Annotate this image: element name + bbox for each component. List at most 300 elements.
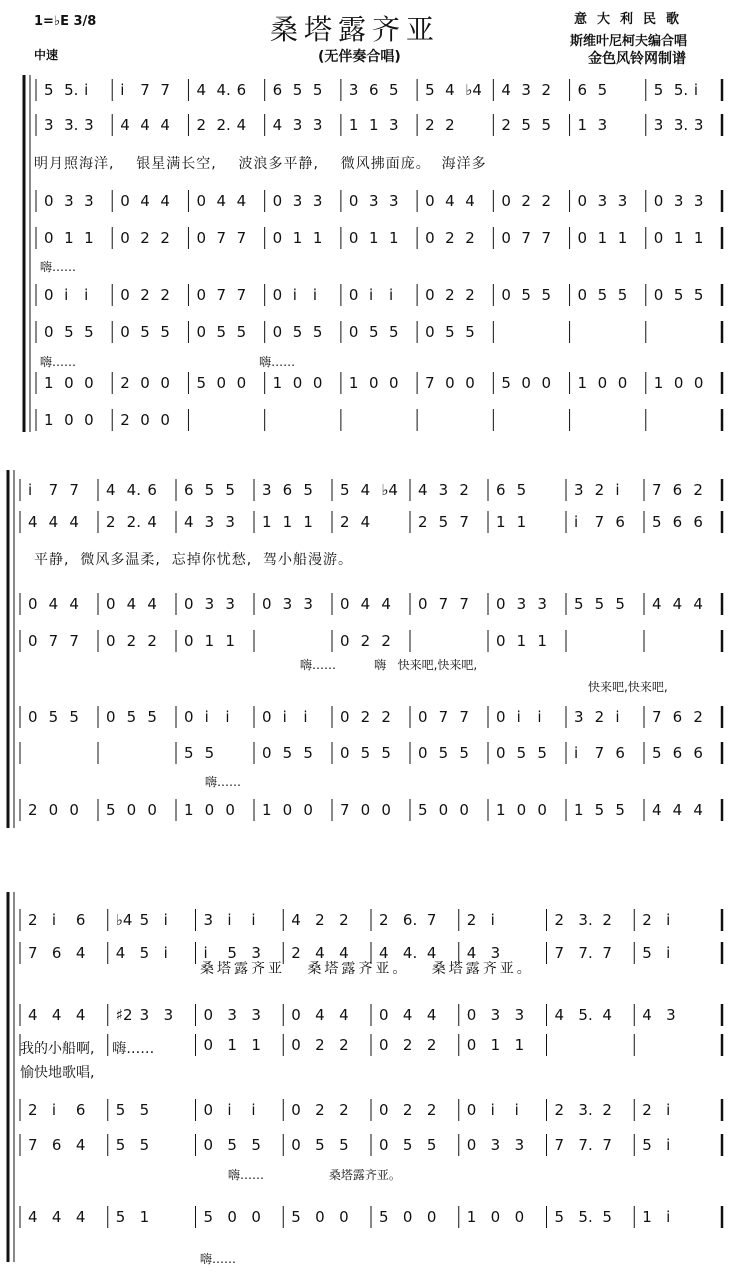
note: 6 <box>51 1136 62 1154</box>
note: 0 <box>379 1136 389 1154</box>
note: i <box>666 1208 671 1226</box>
note: 4 <box>602 1006 612 1024</box>
note: 4 <box>75 1136 86 1154</box>
note: 2 <box>379 911 389 929</box>
note: 4 <box>465 192 475 210</box>
note: 0 <box>225 801 235 819</box>
note: 7 <box>652 708 662 726</box>
note: 5 <box>339 1136 349 1154</box>
note: 5 <box>615 801 625 819</box>
note: 3 <box>693 192 704 210</box>
note: 0 <box>360 801 371 819</box>
note: 4 <box>426 944 437 962</box>
note: 3 <box>574 481 584 499</box>
note: i <box>51 911 57 929</box>
note: 3 <box>537 595 547 613</box>
note: 1 <box>312 229 323 247</box>
song-title: 桑塔露齐亚 <box>270 13 441 46</box>
note: 0 <box>84 374 94 392</box>
note: 0 <box>577 286 588 304</box>
note: 7 <box>459 513 469 531</box>
note: 2 <box>501 116 511 134</box>
note: 5 <box>251 1136 261 1154</box>
note: 5 <box>554 1208 565 1226</box>
note: 1 <box>574 801 584 819</box>
note: 0 <box>262 595 272 613</box>
note: 6 <box>51 944 62 962</box>
note: 0 <box>496 744 506 762</box>
note: 0 <box>459 801 469 819</box>
note: 1 <box>653 374 664 392</box>
note: 5 <box>379 1208 389 1226</box>
note: i <box>574 744 579 762</box>
note: 5 <box>292 81 303 99</box>
note: 2 <box>594 481 605 499</box>
note: i <box>225 708 230 726</box>
note: 3 <box>251 944 261 962</box>
note: 0 <box>291 1101 301 1119</box>
note: i <box>615 481 620 499</box>
note: 4. <box>126 481 141 499</box>
lyric-line-s3-alto-a: 我的小船啊, 嗨…… <box>20 1041 155 1057</box>
note: 3 <box>312 116 323 134</box>
note: 6 <box>184 481 194 499</box>
note: 4 <box>466 944 477 962</box>
note: 3 <box>163 1006 174 1024</box>
note: 2 <box>120 374 130 392</box>
note: 5 <box>227 1136 237 1154</box>
note: 1 <box>139 1208 150 1226</box>
note: 3 <box>251 1006 261 1024</box>
note: 2 <box>28 911 38 929</box>
note: 0 <box>597 374 608 392</box>
note: 0 <box>340 708 350 726</box>
note: 5 <box>184 744 194 762</box>
note: 0 <box>312 374 323 392</box>
note: 6 <box>496 481 506 499</box>
note: 3. <box>578 1101 593 1119</box>
note: 0 <box>445 374 455 392</box>
note: 2 <box>402 1101 413 1119</box>
note: 1 <box>184 801 194 819</box>
note: 1 <box>348 374 359 392</box>
note: 0 <box>368 374 379 392</box>
note: 3 <box>490 944 501 962</box>
note: 2 <box>106 513 116 531</box>
note: 7 <box>594 513 605 531</box>
note: 5. <box>578 1006 593 1024</box>
note: 7 <box>69 632 79 650</box>
note: 0 <box>577 192 588 210</box>
note: 3 <box>389 116 399 134</box>
note: 1 <box>227 1036 237 1054</box>
note: 5. <box>64 81 79 99</box>
note: 0 <box>227 1208 237 1226</box>
note: 2 <box>140 229 150 247</box>
note: 0 <box>203 1036 214 1054</box>
note: i <box>203 944 208 962</box>
song-subtitle: (无伴奏合唱) <box>318 49 401 65</box>
note: i <box>282 708 287 726</box>
note: 5 <box>64 323 74 341</box>
note: 0 <box>425 286 435 304</box>
note: ♭4 <box>381 481 398 499</box>
credit-origin: 意大利民歌 <box>574 12 690 27</box>
note: 1 <box>272 374 283 392</box>
note: 3 <box>514 1136 525 1154</box>
note: 3 <box>597 192 608 210</box>
note: 3. <box>578 911 593 929</box>
lyric-line-s1-tenor: 嗨…… 嗨…… <box>40 355 296 369</box>
note: 4 <box>445 192 455 210</box>
note: 5 <box>160 323 170 341</box>
note: i <box>120 81 125 99</box>
note: 3 <box>438 481 449 499</box>
note: 4 <box>501 81 511 99</box>
credit-source: 金色风铃网制谱 <box>588 51 686 67</box>
note: 4 <box>160 116 170 134</box>
note: 3 <box>490 1136 501 1154</box>
note: 0 <box>184 595 194 613</box>
note: 1 <box>577 374 588 392</box>
note: 0 <box>537 801 547 819</box>
note: 5 <box>204 481 215 499</box>
note: 5 <box>521 116 531 134</box>
note: 2 <box>425 116 435 134</box>
note: i <box>204 708 209 726</box>
note: 5 <box>389 81 399 99</box>
note: 3 <box>203 911 214 929</box>
note: 2 <box>541 192 552 210</box>
note: i <box>227 1101 232 1119</box>
note: 0 <box>340 595 350 613</box>
note: 3 <box>348 81 359 99</box>
note: 5 <box>216 323 227 341</box>
note: 0 <box>653 229 664 247</box>
note: 0 <box>315 1208 325 1226</box>
note: 5 <box>315 1136 325 1154</box>
note: 7 <box>425 374 435 392</box>
note: 5 <box>48 708 59 726</box>
note: 5 <box>303 744 313 762</box>
note: 0 <box>291 1036 301 1054</box>
note: 1 <box>617 229 628 247</box>
note: 2 <box>140 286 150 304</box>
note: 0 <box>425 323 435 341</box>
note: 1 <box>282 513 293 531</box>
note: 3 <box>516 595 527 613</box>
note: 6 <box>147 481 157 499</box>
note: 0 <box>282 801 293 819</box>
note: 0 <box>501 286 511 304</box>
note: 0 <box>160 374 170 392</box>
note: 2 <box>426 1101 437 1119</box>
note: 0 <box>106 632 116 650</box>
note: 2 <box>445 116 455 134</box>
note: 0 <box>126 801 137 819</box>
note: 5 <box>418 801 428 819</box>
note: 4 <box>236 116 247 134</box>
note: 0 <box>348 286 359 304</box>
note: 2 <box>126 632 137 650</box>
note: 5 <box>84 323 94 341</box>
note: 4 <box>315 1006 325 1024</box>
note: 2 <box>642 911 652 929</box>
note: 0 <box>292 374 303 392</box>
note: 5 <box>438 744 449 762</box>
note: 4 <box>28 513 38 531</box>
note: 0 <box>617 374 628 392</box>
note: 3 <box>84 192 94 210</box>
note: 0 <box>418 708 428 726</box>
note: 1 <box>44 411 54 429</box>
note: 5 <box>340 481 350 499</box>
note: 3 <box>64 192 74 210</box>
note: 3 <box>282 595 293 613</box>
note: 1 <box>673 229 684 247</box>
note: i <box>490 911 495 929</box>
note: 2 <box>339 911 349 929</box>
lyric-line-s2-alto-a: 嗨…… 嗨 快来吧,快来吧, <box>300 658 478 672</box>
note: 5 <box>693 286 704 304</box>
note: 7 <box>438 595 449 613</box>
note: 4 <box>272 116 283 134</box>
note: 0 <box>236 374 247 392</box>
note: 6 <box>75 1101 86 1119</box>
note: i <box>574 513 579 531</box>
note: 7 <box>438 708 449 726</box>
note: ♯2 <box>115 1006 133 1024</box>
note: 2 <box>465 286 475 304</box>
note: 4 <box>381 595 391 613</box>
note: 0 <box>521 374 531 392</box>
note: 0 <box>262 708 272 726</box>
note: 3 <box>204 513 215 531</box>
note: 7 <box>602 1136 612 1154</box>
note: 5 <box>541 286 552 304</box>
note: i <box>666 1101 671 1119</box>
note: 4 <box>672 595 683 613</box>
note: 1 <box>225 632 235 650</box>
note: 3. <box>64 116 79 134</box>
note: 4 <box>291 911 301 929</box>
note: 5 <box>615 595 625 613</box>
note: 4 <box>652 595 662 613</box>
note: 0 <box>84 411 94 429</box>
note: 5 <box>642 1136 652 1154</box>
note: 5 <box>594 801 605 819</box>
note: 0 <box>653 286 664 304</box>
note: 1 <box>204 632 215 650</box>
note: 4 <box>126 595 137 613</box>
note: 6 <box>672 744 683 762</box>
note: 5 <box>312 323 323 341</box>
note: i <box>666 944 671 962</box>
note: 1 <box>496 513 506 531</box>
note: 3 <box>653 116 664 134</box>
note: 0 <box>44 323 54 341</box>
note: 4 <box>693 595 703 613</box>
note: 1 <box>516 513 527 531</box>
note: 0 <box>196 286 206 304</box>
note: i <box>693 81 699 99</box>
note: 3 <box>303 595 313 613</box>
note: 0 <box>425 229 435 247</box>
note: 5 <box>360 744 371 762</box>
note: 2 <box>315 911 325 929</box>
note: 4 <box>48 513 59 531</box>
note: 0 <box>339 1208 349 1226</box>
note: 0 <box>541 374 552 392</box>
note: 0 <box>64 374 74 392</box>
note: 1 <box>348 116 359 134</box>
note: 0 <box>120 192 130 210</box>
note: 4 <box>642 1006 652 1024</box>
note: 6 <box>693 513 703 531</box>
note: 4 <box>28 1208 38 1226</box>
note: 5 <box>617 286 628 304</box>
note: 0 <box>490 1208 501 1226</box>
note: 0 <box>120 323 130 341</box>
note: 0 <box>44 192 54 210</box>
note: 1 <box>466 1208 477 1226</box>
note: 4 <box>426 1006 437 1024</box>
note: 2 <box>459 481 469 499</box>
note: 7 <box>216 286 227 304</box>
note: 3 <box>666 1006 676 1024</box>
note: 0 <box>379 1101 389 1119</box>
note: 5 <box>106 801 116 819</box>
note: 5 <box>292 323 303 341</box>
note: 2. <box>126 513 141 531</box>
note: 0 <box>673 374 684 392</box>
lyric-line-s3-tenor: 嗨…… 桑塔露齐亚。 <box>228 1168 401 1182</box>
note: 5. <box>673 81 689 99</box>
note: 1 <box>490 1036 501 1054</box>
note: i <box>84 81 89 99</box>
note: 0 <box>381 801 391 819</box>
note: 1 <box>577 116 588 134</box>
note: 3 <box>389 192 399 210</box>
note: 6 <box>236 81 247 99</box>
note: 6 <box>272 81 283 99</box>
note: 4 <box>339 1006 349 1024</box>
note: 6 <box>282 481 293 499</box>
note: 6 <box>368 81 379 99</box>
note: 0 <box>262 744 272 762</box>
note: 1 <box>262 513 272 531</box>
note: 2 <box>28 1101 38 1119</box>
note: 0 <box>28 595 38 613</box>
note: 0 <box>438 801 449 819</box>
note: 7 <box>541 229 552 247</box>
note: 0 <box>348 229 359 247</box>
note: 7 <box>28 944 38 962</box>
note: 0 <box>496 632 506 650</box>
note: 2 <box>315 1101 325 1119</box>
note: 5 <box>425 81 435 99</box>
note: 0 <box>340 744 350 762</box>
note: 4 <box>402 1006 413 1024</box>
note: 7 <box>160 81 170 99</box>
lyric-line-s2-alto-b: 快来吧,快来吧, <box>588 680 668 694</box>
note: 5 <box>465 323 475 341</box>
note: i <box>251 1101 256 1119</box>
note: 5 <box>597 286 608 304</box>
note: i <box>312 286 317 304</box>
note: 1 <box>368 229 379 247</box>
note: 3 <box>574 708 584 726</box>
note: 5 <box>115 1136 126 1154</box>
note: 5 <box>147 708 157 726</box>
note: 3. <box>673 116 689 134</box>
note: 5 <box>203 1208 214 1226</box>
note: 4 <box>69 513 79 531</box>
note: i <box>615 708 620 726</box>
note: 3 <box>204 595 215 613</box>
note: 0 <box>516 801 527 819</box>
note: 3 <box>514 1006 525 1024</box>
note: 0 <box>120 286 130 304</box>
note: 3 <box>84 116 94 134</box>
note: 0 <box>291 1006 301 1024</box>
note: 2 <box>445 286 455 304</box>
note: 0 <box>379 1036 389 1054</box>
note: 2 <box>554 911 565 929</box>
note: 0 <box>216 374 227 392</box>
note: 0 <box>389 374 399 392</box>
note: 0 <box>402 1208 413 1226</box>
note: 2 <box>693 481 703 499</box>
note: 4 <box>184 513 194 531</box>
note: i <box>368 286 374 304</box>
note: 5 <box>501 374 511 392</box>
note: 0 <box>196 229 206 247</box>
note: 0 <box>466 1136 477 1154</box>
note: 1 <box>642 1208 652 1226</box>
note: 4 <box>160 192 170 210</box>
note: i <box>303 708 308 726</box>
note: 0 <box>466 1036 477 1054</box>
note: i <box>490 1101 495 1119</box>
note: 4 <box>106 481 116 499</box>
note: 5 <box>516 744 527 762</box>
note: 7 <box>459 708 469 726</box>
note: 4 <box>147 595 157 613</box>
note: 2 <box>28 801 38 819</box>
note: 0 <box>204 801 215 819</box>
note: 0 <box>48 801 59 819</box>
note: 2 <box>602 911 612 929</box>
note: 0 <box>653 192 664 210</box>
tempo-marking: 中速 <box>34 48 59 62</box>
note: 7 <box>69 481 79 499</box>
note: 5 <box>115 1208 126 1226</box>
note: 4 <box>140 192 150 210</box>
note: 3 <box>225 595 235 613</box>
note: 6. <box>402 911 418 929</box>
note: 6 <box>615 513 625 531</box>
note: 7 <box>28 1136 38 1154</box>
note: 4 <box>28 1006 38 1024</box>
note: 6 <box>577 81 588 99</box>
note: 2 <box>554 1101 565 1119</box>
lyric-line-s2-melody: 平静, 微风多温柔, 忘掉你忧愁, 驾小船漫游。 <box>34 552 354 568</box>
note: 5 <box>574 595 584 613</box>
note: 7 <box>602 944 612 962</box>
note: 5 <box>139 911 150 929</box>
note: 4 <box>652 801 662 819</box>
